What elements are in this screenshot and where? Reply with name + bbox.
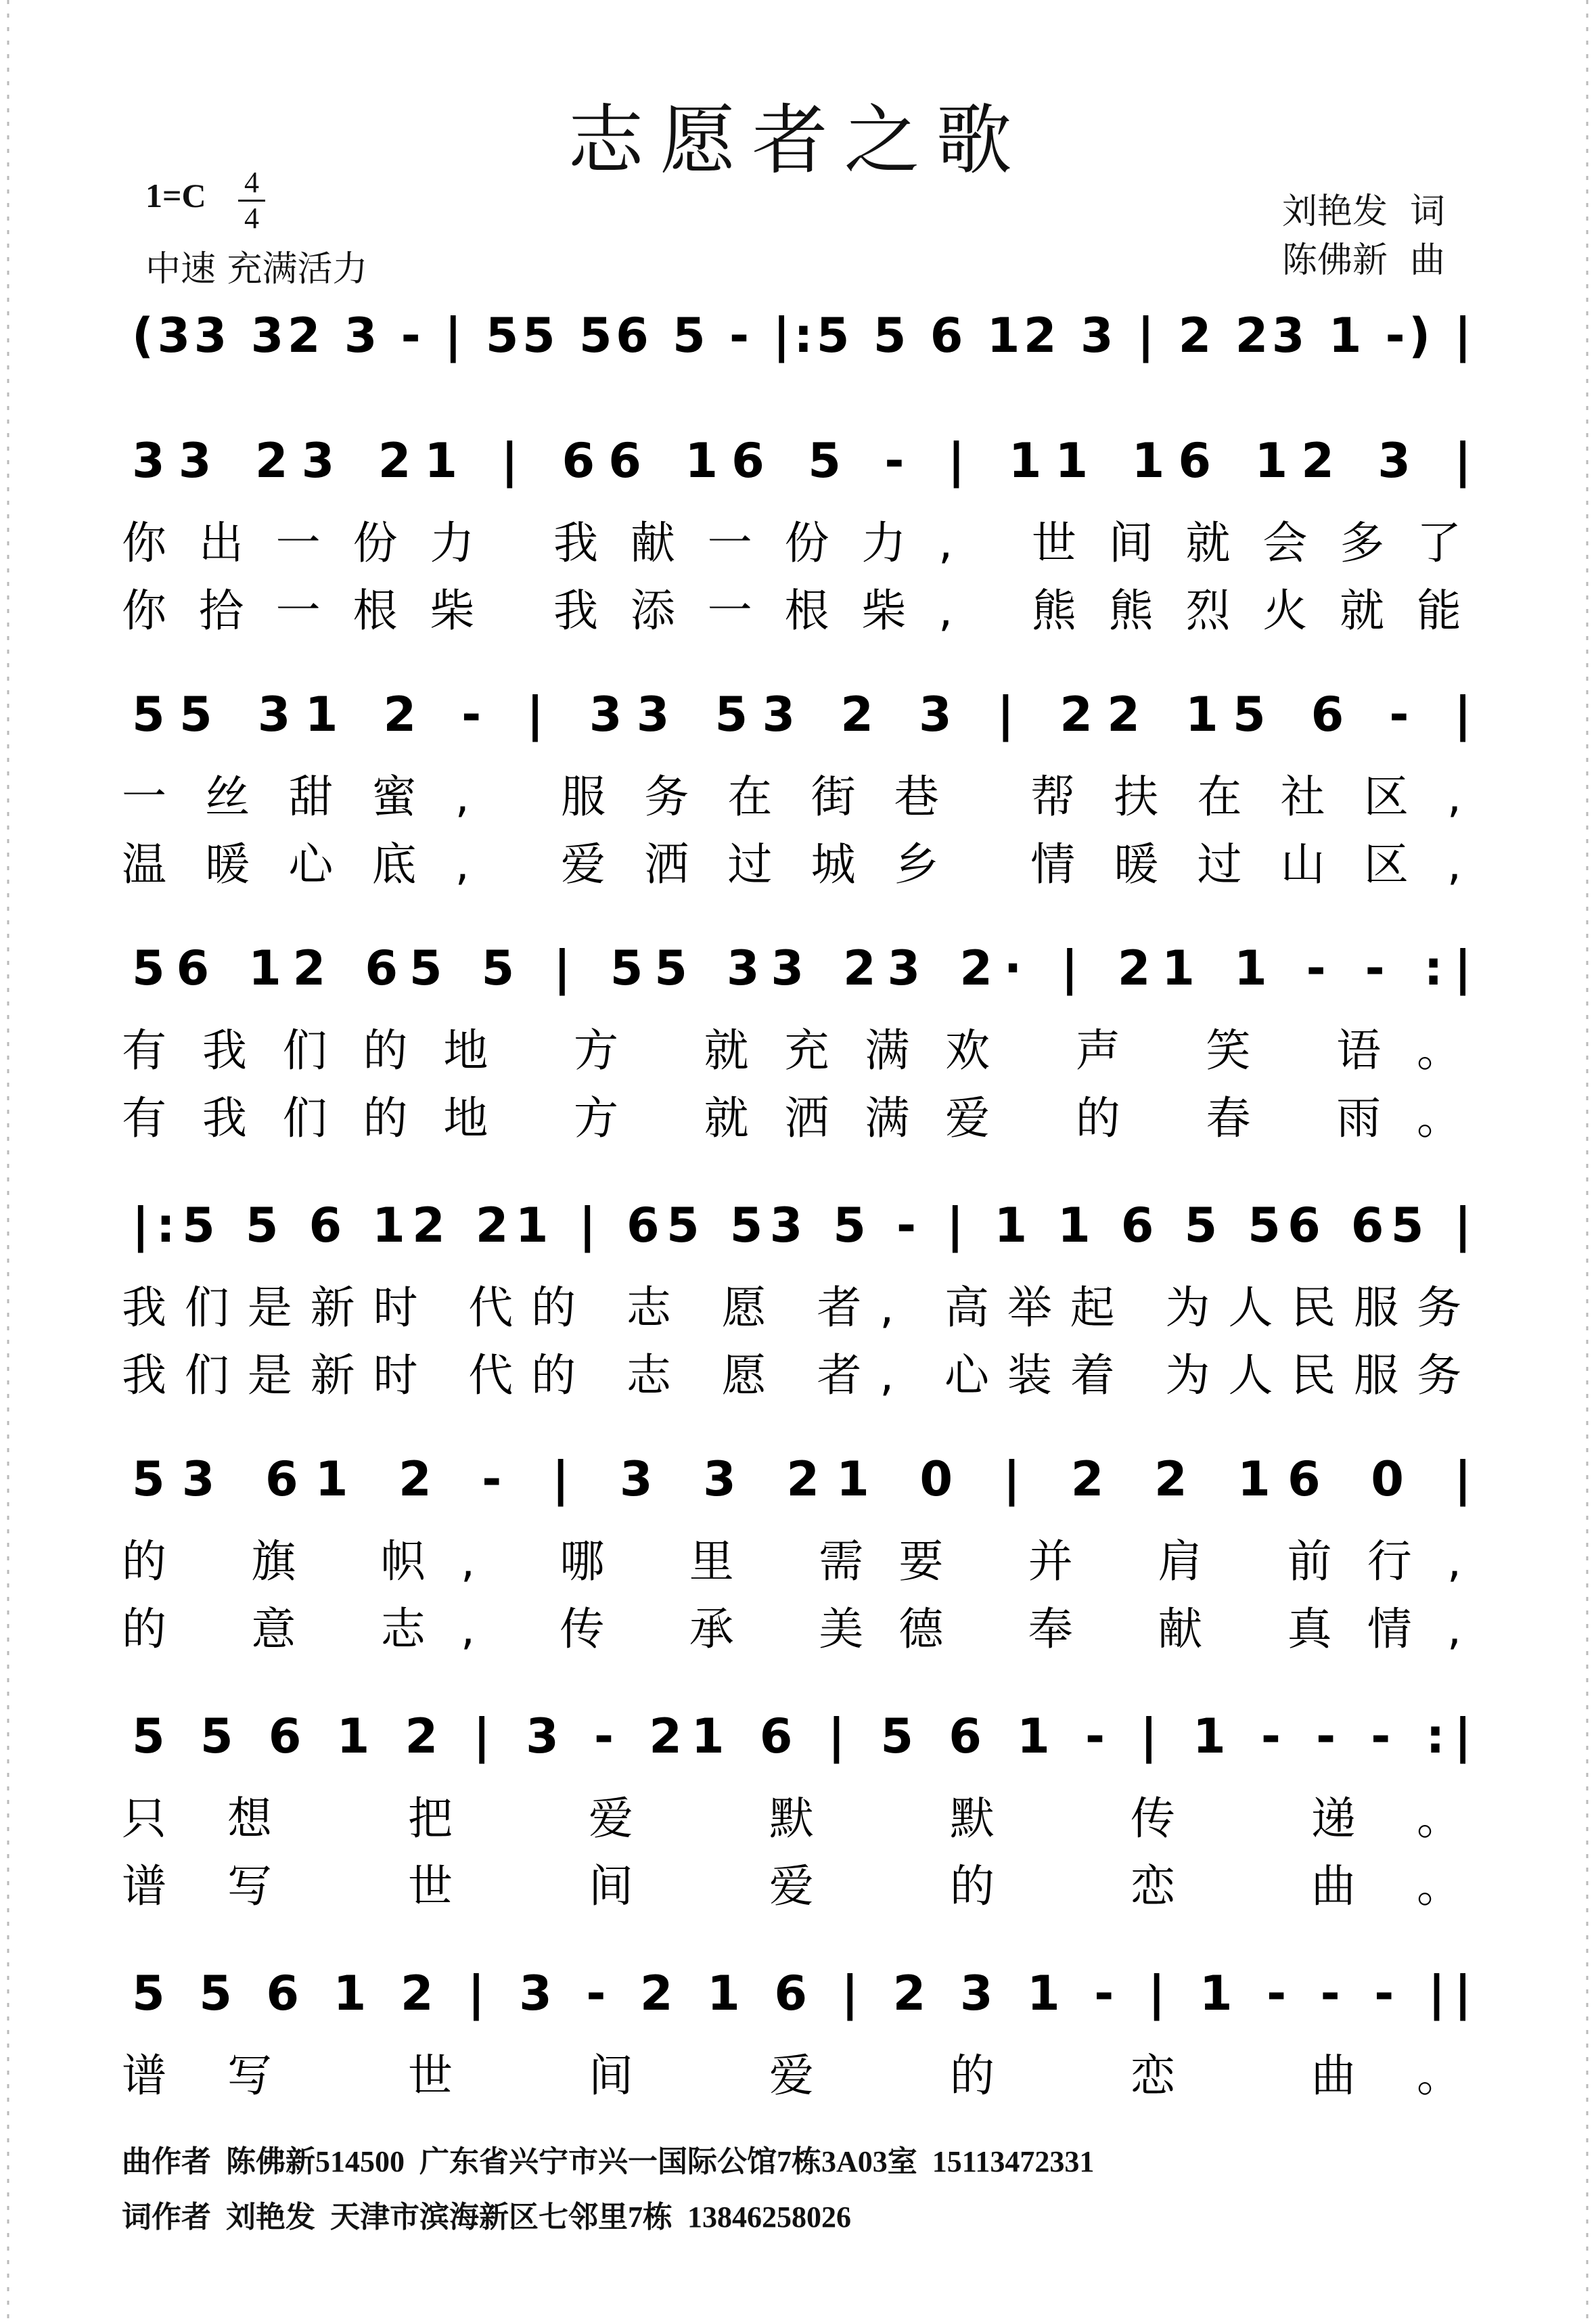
composer-contact: 曲作者 陈佛新514500 广东省兴宁市兴一国际公馆7栋3A03室 15113472331 xyxy=(122,2145,1095,2178)
lyricist-contact: 词作者 刘艳发 天津市滨海新区七邻里7栋 13846258026 xyxy=(122,2201,851,2234)
notation-line-2: 33 23 21 | 66 16 5 - | 11 16 12 3 | xyxy=(132,433,1472,489)
lyric-line-3-2: 温暖心底, 爱洒过城乡 情暖过山区, xyxy=(122,838,1462,890)
tempo-marking: 中速 充满活力 xyxy=(145,249,368,290)
notation-line-1: (33 32 3 - | 55 56 5 - |:5 5 6 12 3 | 2 23 1 -) | xyxy=(132,308,1472,363)
lyric-line-3-1: 一丝甜蜜, 服务在街巷 帮扶在社区, xyxy=(122,771,1462,823)
lyric-line-5-2: 我们是新时 代的 志 愿 者, 心装着 为人民服务 xyxy=(122,1349,1461,1401)
notation-line-7: 5 5 6 1 2 | 3 - 21 6 | 5 6 1 - | 1 - - - :| xyxy=(132,1709,1472,1764)
lyric-line-8-1: 谱写 世 间 爱 的 恋 曲。 xyxy=(122,2050,1461,2102)
lyric-line-5-1: 我们是新时 代的 志 愿 者, 高举起 为人民服务 xyxy=(122,1282,1461,1334)
lyric-line-2-1: 你出一份力 我献一份力, 世间就会多了 xyxy=(122,517,1461,569)
lyric-line-6-1: 的 旗 帜, 哪 里 需要 并 肩 前行, xyxy=(122,1535,1461,1587)
lyric-line-6-2: 的 意 志, 传 承 美德 奉 献 真情, xyxy=(122,1603,1461,1655)
lyric-line-4-1: 有我们的地 方 就充满欢 声 笑 语。 xyxy=(122,1024,1461,1077)
notation-line-5: |:5 5 6 12 21 | 65 53 5 - | 1 1 6 5 56 65 | xyxy=(132,1198,1472,1253)
lyricist-credit: 刘艳发 词 xyxy=(1282,191,1446,232)
song-title: 志愿者之歌 xyxy=(568,97,1028,185)
lyric-line-7-1: 只想 把 爱 默 默 传 递。 xyxy=(122,1792,1461,1845)
notation-line-3: 55 31 2 - | 33 53 2 3 | 22 15 6 - | xyxy=(132,687,1472,742)
composer-credit: 陈佛新 曲 xyxy=(1282,240,1446,281)
key-signature: 1=C xyxy=(145,177,206,215)
notation-line-6: 53 61 2 - | 3 3 21 0 | 2 2 16 0 | xyxy=(132,1451,1472,1507)
time-signature-bottom: 4 xyxy=(244,202,259,235)
lyric-line-7-2: 谱写 世 间 爱 的 恋 曲。 xyxy=(122,1860,1461,1912)
lyric-line-4-2: 有我们的地 方 就洒满爱 的 春 雨。 xyxy=(122,1092,1461,1144)
lyric-line-2-2: 你拾一根柴 我添一根柴, 熊熊烈火就能 xyxy=(122,585,1461,637)
notation-line-8: 5 5 6 1 2 | 3 - 2 1 6 | 2 3 1 - | 1 - - - || xyxy=(132,1966,1472,2021)
time-signature-top: 4 xyxy=(238,166,265,202)
notation-line-4: 56 12 65 5 | 55 33 23 2· | 21 1 - - :| xyxy=(132,941,1472,996)
